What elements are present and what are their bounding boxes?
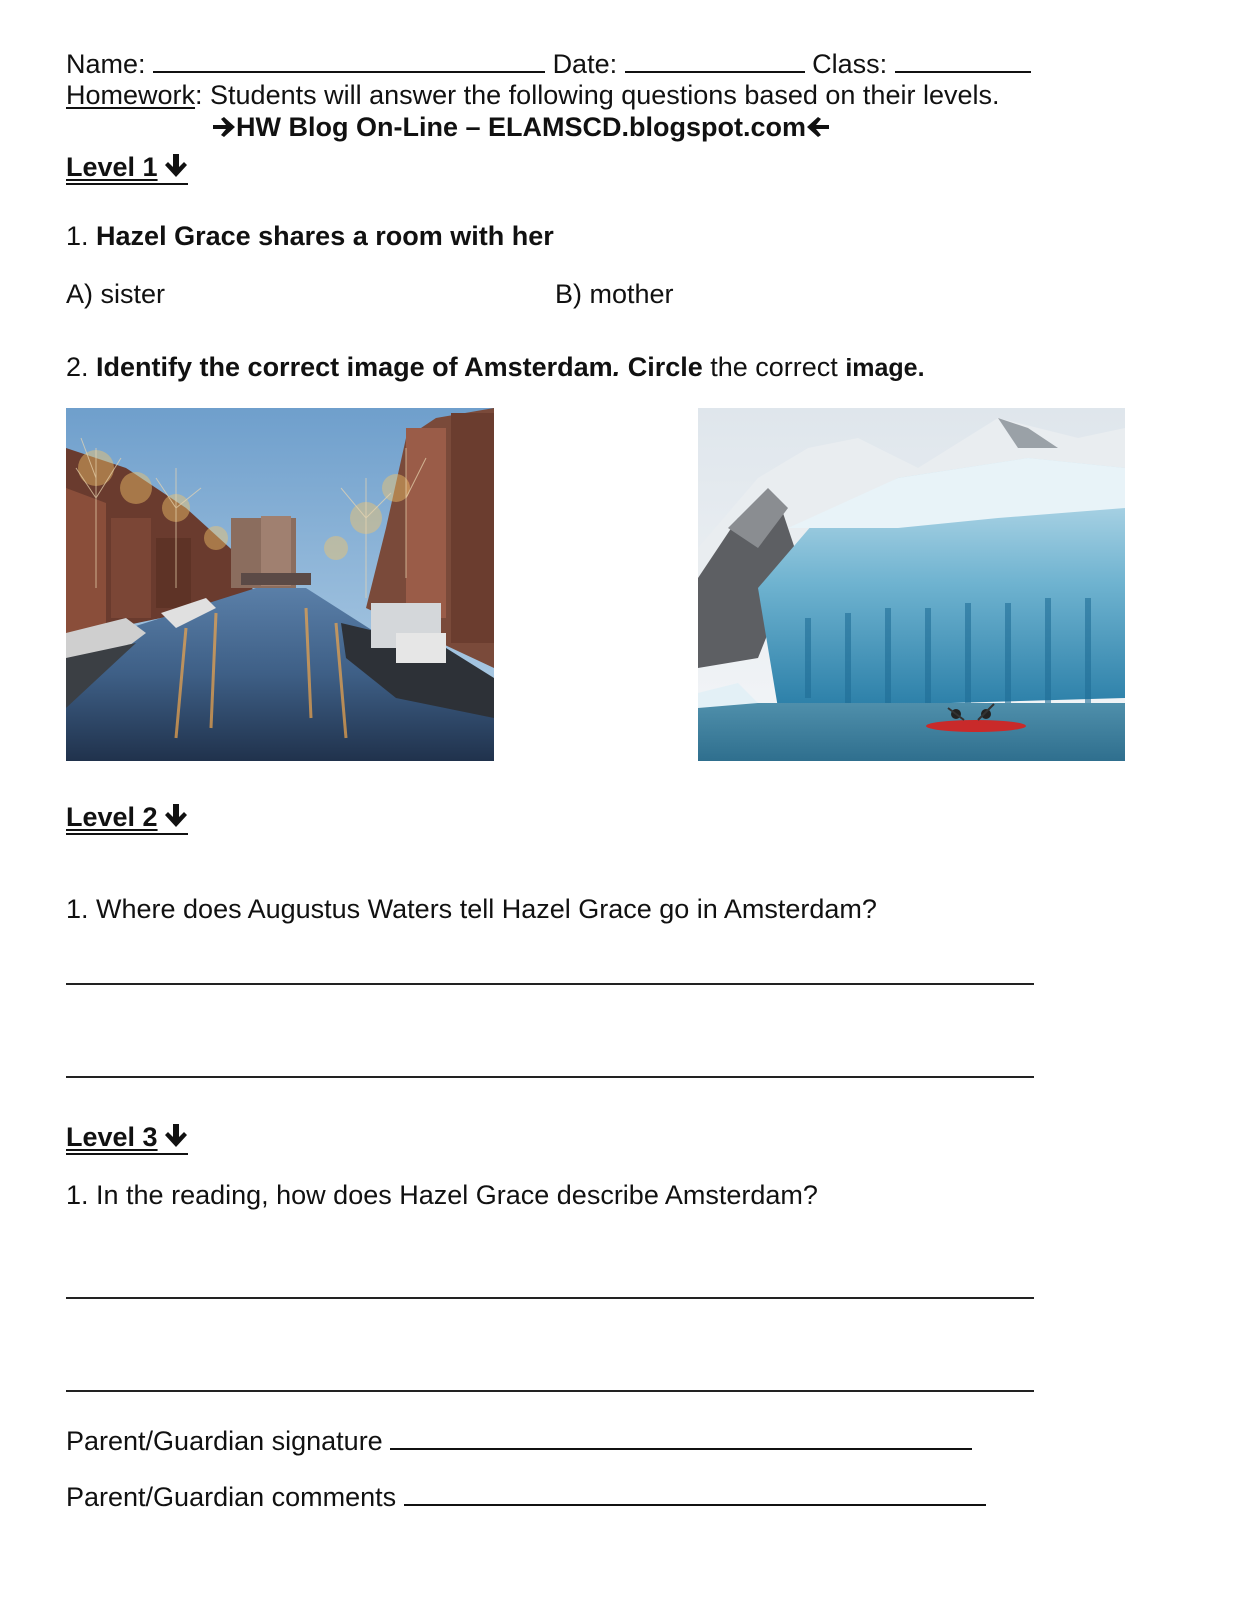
blog-link[interactable]: HW Blog On-Line – ELAMSCD.blogspot.com — [236, 112, 806, 142]
blog-line — [212, 111, 830, 143]
level3-question1: 1. In the reading, how does Hazel Grace describe Amsterdam? — [66, 1180, 818, 1210]
homework-line — [66, 79, 999, 111]
comments-row — [66, 1480, 986, 1513]
q2-circle: Circle — [620, 352, 703, 382]
arrow-down-icon — [164, 153, 188, 179]
arrow-down-icon — [164, 1123, 188, 1149]
date-label: Date: — [552, 49, 618, 79]
level1-question1 — [66, 220, 554, 252]
q2-dot: . — [612, 352, 621, 382]
iceberg-image[interactable] — [698, 408, 1125, 761]
class-label: Class: — [812, 49, 888, 79]
class-field[interactable] — [895, 47, 1031, 73]
level2-title: Level 2 — [66, 802, 158, 832]
comments-label: Parent/Guardian comments — [66, 1482, 397, 1512]
answer-line-level3-1[interactable] — [66, 1297, 1034, 1299]
name-field[interactable] — [153, 47, 545, 73]
signature-label: Parent/Guardian signature — [66, 1426, 383, 1456]
answer-line-level2-1[interactable] — [66, 983, 1034, 985]
answer-line-level3-2[interactable] — [66, 1390, 1034, 1392]
q1-number: 1. — [66, 221, 89, 251]
name-label: Name: — [66, 49, 146, 79]
signature-row — [66, 1424, 972, 1457]
level1-title: Level 1 — [66, 152, 158, 182]
level3-heading — [66, 1121, 188, 1153]
level3-title: Level 3 — [66, 1122, 158, 1152]
level2-heading — [66, 801, 188, 833]
level3-underline — [66, 1153, 188, 1155]
header-line — [66, 47, 1031, 80]
level2-question1: 1. Where does Augustus Waters tell Hazel Grace go in Amsterdam? — [66, 894, 877, 924]
q2-bold-text: Identify the correct image of Amsterdam — [96, 352, 613, 382]
q1-text: Hazel Grace shares a room with her — [96, 221, 554, 251]
q2-plain: the correct — [702, 352, 846, 382]
homework-text: : Students will answer the following questions based on their levels. — [195, 80, 1000, 110]
signature-field[interactable] — [390, 1424, 972, 1450]
amsterdam-canal-image[interactable] — [66, 408, 494, 761]
level1-underline — [66, 183, 188, 185]
option-a[interactable]: A) sister — [66, 279, 166, 309]
q2-image-word: image. — [845, 354, 925, 382]
arrow-right-icon — [212, 116, 236, 138]
level2-underline — [66, 833, 188, 835]
date-field[interactable] — [625, 47, 805, 73]
comments-field[interactable] — [404, 1480, 986, 1506]
arrow-left-icon — [806, 116, 830, 138]
answer-line-level2-2[interactable] — [66, 1076, 1034, 1078]
level1-heading — [66, 151, 188, 183]
option-b[interactable]: B) mother — [555, 279, 674, 309]
arrow-down-icon — [164, 803, 188, 829]
level1-question2 — [66, 351, 925, 384]
homework-label: Homework — [66, 80, 196, 110]
q2-number: 2. — [66, 352, 89, 382]
